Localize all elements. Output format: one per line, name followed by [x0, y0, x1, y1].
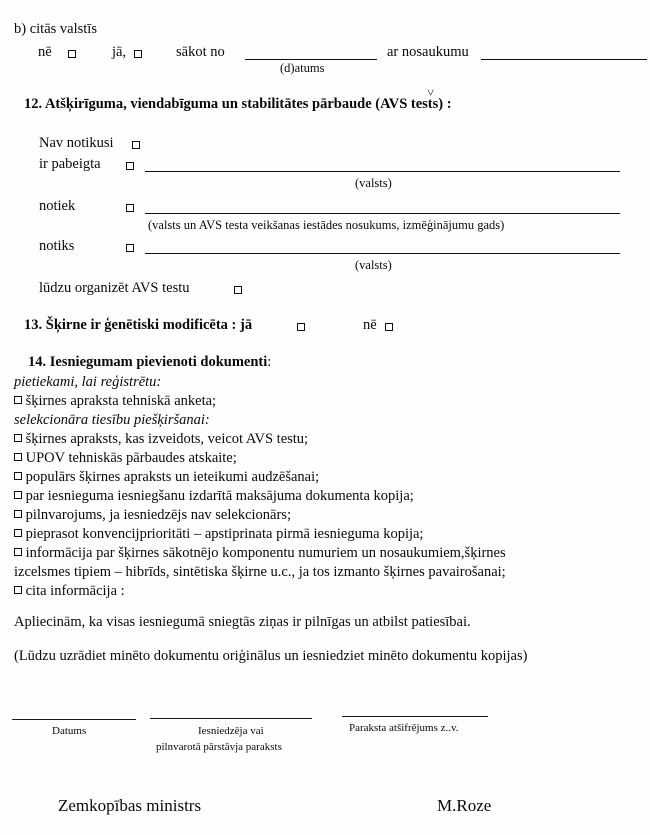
list-item-label: pilnvarojums, ja iesniedzējs nav selekcionārs; [25, 507, 291, 523]
checkbox-doc-popular-description[interactable] [14, 472, 22, 480]
checkbox-gmo-no[interactable] [385, 323, 393, 331]
list-item [14, 508, 291, 523]
list-item-label: šķirnes apraksts, kas izveidots, veicot AVS testu; [25, 431, 309, 447]
section-14-subheading-1: pietiekami, lai reģistrētu: [14, 374, 162, 390]
section-14-title-colon: : [267, 354, 272, 370]
section-b-name-label: ar nosaukumu [387, 44, 469, 60]
section-b-heading: b) citās valstīs [14, 21, 97, 37]
list-item-continuation: izcelsmes tipiem – hibrīds, sintētiska šķirne u.c., ja tos izmanto šķirnes pavairošanai; [14, 564, 506, 580]
section-b-no-label: nē [38, 44, 52, 60]
section-14-subheading-2: selekcionāra tiesību piešķiršanai: [14, 412, 210, 428]
section-b-date-line[interactable] [245, 59, 377, 60]
list-item [14, 546, 506, 561]
checkbox-doc-technical-questionnaire[interactable] [14, 396, 22, 404]
footer-name: M.Roze [437, 796, 492, 815]
signature-label-date: Datums [52, 725, 87, 737]
list-item [14, 489, 414, 504]
list-item-label: informācija par šķirnes sākotnējo komponentu numuriem un nosaukumiem,šķirnes [25, 545, 506, 561]
section-b-date-caption: (d)atums [280, 61, 325, 75]
declaration-line-2: (Lūdzu uzrādiet minēto dokumentu oriģinālus un iesniedziet minēto dokumentu kopijas) [14, 648, 528, 664]
list-item [14, 470, 319, 485]
signature-label-transcript: Paraksta atšifrējums z..v. [349, 722, 459, 734]
list-item-label: par iesnieguma iesniegšanu izdarītā maksājuma dokumenta kopija; [25, 488, 414, 504]
list-item-label: populārs šķirnes apraksts un ieteikumi audzēšanai; [25, 469, 320, 485]
signature-line-date[interactable] [12, 719, 136, 720]
declaration-line-1: Apliecinām, ka visas iesniegumā sniegtās ziņas ir pilnīgas un atbilst patiesībai. [14, 614, 471, 630]
section-b-yes-label: jā, [112, 44, 127, 60]
section-13-title: 13. Šķirne ir ģenētiski modificēta : jā [24, 317, 253, 333]
checkbox-avs-request-organize[interactable] [234, 286, 242, 294]
section-12-title: 12. Atšķirīguma, viendabīguma un stabilitātes pārbaude (AVS tests) : [24, 96, 452, 112]
stray-caron-mark: ˅ [427, 85, 435, 100]
avs-completed-line[interactable] [145, 171, 620, 172]
section-14-title-text: 14. Iesniegumam pievienoti dokumenti [28, 354, 268, 370]
list-item-label: cita informācija : [25, 583, 125, 599]
section-12-option-3-caption: (valsts) [355, 258, 392, 272]
checkbox-avs-planned[interactable] [126, 244, 134, 252]
avs-in-progress-line[interactable] [145, 213, 620, 214]
signature-label-applicant-line-2: pilnvarotā pārstāvja paraksts [156, 741, 282, 753]
checkbox-doc-other-info[interactable] [14, 586, 22, 594]
section-12-option-2-label: notiek [39, 198, 76, 214]
checkbox-gmo-yes[interactable] [297, 323, 305, 331]
list-item [14, 394, 216, 409]
section-b-name-line[interactable] [481, 59, 647, 60]
list-item-label: pieprasot konvencijprioritāti – apstiprinata pirmā iesnieguma kopija; [25, 526, 424, 542]
checkbox-doc-upov-report[interactable] [14, 453, 22, 461]
signature-line-applicant[interactable] [150, 718, 312, 719]
checkbox-avs-in-progress[interactable] [126, 204, 134, 212]
avs-planned-line[interactable] [145, 253, 620, 254]
section-12-option-2-caption: (valsts un AVS testa veikšanas iestādes nosukums, izmēģinājumu gads) [148, 218, 505, 232]
section-b-from-label: sākot no [176, 44, 225, 60]
footer-role: Zemkopības ministrs [58, 796, 202, 815]
checkbox-doc-component-info[interactable] [14, 548, 22, 556]
section-12-option-1-label: ir pabeigta [39, 156, 101, 172]
signature-line-transcript[interactable] [342, 716, 488, 717]
section-13-no-label: nē [363, 317, 377, 333]
list-item [14, 527, 423, 542]
checkbox-b-yes[interactable] [134, 50, 142, 58]
section-12-request-label: lūdzu organizēt AVS testu [39, 280, 190, 296]
list-item-label: UPOV tehniskās pārbaudes atskaite; [25, 450, 237, 466]
section-12-option-1-caption: (valsts) [355, 176, 392, 190]
list-item [14, 451, 237, 466]
checkbox-doc-variety-description[interactable] [14, 434, 22, 442]
checkbox-doc-convention-priority[interactable] [14, 529, 22, 537]
signature-label-applicant-line-1: Iesniedzēja vai [198, 725, 264, 737]
checkbox-doc-power-of-attorney[interactable] [14, 510, 22, 518]
checkbox-avs-not-started[interactable] [132, 141, 140, 149]
list-item [14, 432, 308, 447]
checkbox-avs-completed[interactable] [126, 162, 134, 170]
section-12-option-3-label: notiks [39, 238, 75, 254]
section-14-title [28, 355, 271, 370]
checkbox-doc-payment-receipt[interactable] [14, 491, 22, 499]
list-item [14, 584, 125, 599]
list-item-label: šķirnes apraksta tehniskā anketa; [25, 393, 217, 409]
section-12-option-0-label: Nav notikusi [39, 135, 114, 151]
checkbox-b-no[interactable] [68, 50, 76, 58]
